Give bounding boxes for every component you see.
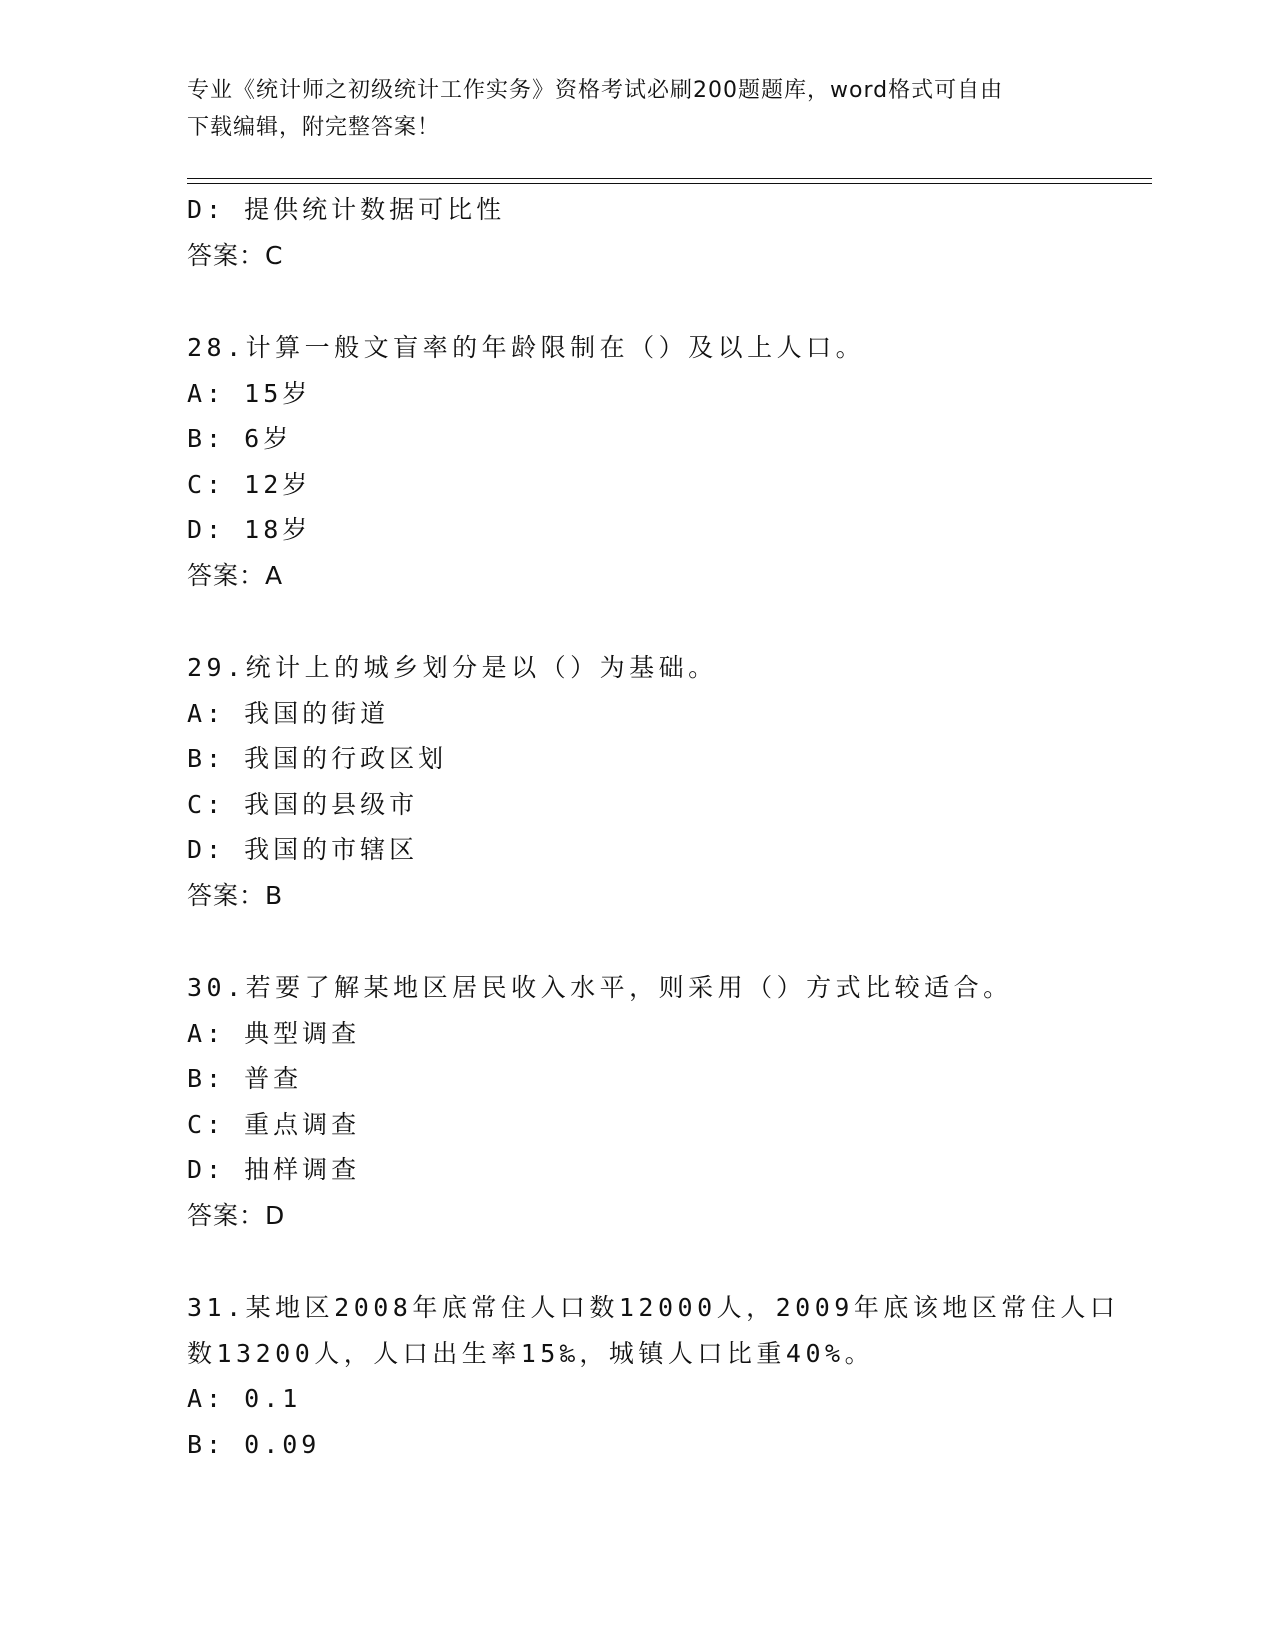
document-header bbox=[187, 72, 1087, 146]
option-a: A: 0.1 bbox=[187, 1384, 302, 1413]
option-d: D: 我国的市辖区 bbox=[187, 835, 419, 864]
spacer bbox=[187, 918, 1137, 965]
option-a: A: 15岁 bbox=[187, 378, 312, 408]
answer: 答案：A bbox=[187, 560, 284, 590]
option-b: B: 普查 bbox=[187, 1064, 303, 1093]
header-divider-bottom bbox=[187, 183, 1152, 184]
option-b: B: 6岁 bbox=[187, 424, 293, 453]
question-stem: 29.统计上的城乡划分是以（）为基础。 bbox=[187, 653, 718, 682]
question-stem: 30.若要了解某地区居民收入水平，则采用（）方式比较适合。 bbox=[187, 973, 1013, 1002]
answer: 答案：B bbox=[187, 880, 284, 910]
option-d: D: 抽样调查 bbox=[187, 1155, 361, 1184]
spacer bbox=[187, 598, 1137, 645]
spacer bbox=[187, 278, 1137, 325]
header-divider-top bbox=[187, 178, 1152, 179]
spacer bbox=[187, 1238, 1137, 1285]
question-30 bbox=[187, 965, 1137, 1238]
option-b: B: 我国的行政区划 bbox=[187, 744, 448, 773]
prev-option-d: D: 提供统计数据可比性 bbox=[187, 195, 506, 224]
question-list bbox=[187, 187, 1137, 1467]
header-line-1: 专业《统计师之初级统计工作实务》资格考试必刷200题题库，word格式可自由 bbox=[187, 78, 1004, 103]
question-29 bbox=[187, 645, 1137, 918]
header-line-2: 下载编辑，附完整答案！ bbox=[187, 115, 441, 140]
option-a: A: 典型调查 bbox=[187, 1018, 361, 1048]
answer: 答案：D bbox=[187, 1200, 286, 1230]
question-31 bbox=[187, 1285, 1137, 1467]
option-c: C: 我国的县级市 bbox=[187, 789, 419, 819]
prev-answer: 答案：C bbox=[187, 240, 284, 270]
question-stem-line-1: 31.某地区2008年底常住人口数12000人，2009年底该地区常住人口 bbox=[187, 1293, 1120, 1322]
option-d: D: 18岁 bbox=[187, 515, 312, 544]
question-stem-line-2: 数13200人，人口出生率15‰，城镇人口比重40%。 bbox=[187, 1338, 875, 1368]
option-b: B: 0.09 bbox=[187, 1429, 321, 1459]
option-c: C: 12岁 bbox=[187, 469, 312, 499]
option-a: A: 我国的街道 bbox=[187, 698, 390, 728]
question-stem: 28.计算一般文盲率的年龄限制在（）及以上人口。 bbox=[187, 333, 866, 362]
option-c: C: 重点调查 bbox=[187, 1109, 361, 1139]
question-28 bbox=[187, 325, 1137, 598]
